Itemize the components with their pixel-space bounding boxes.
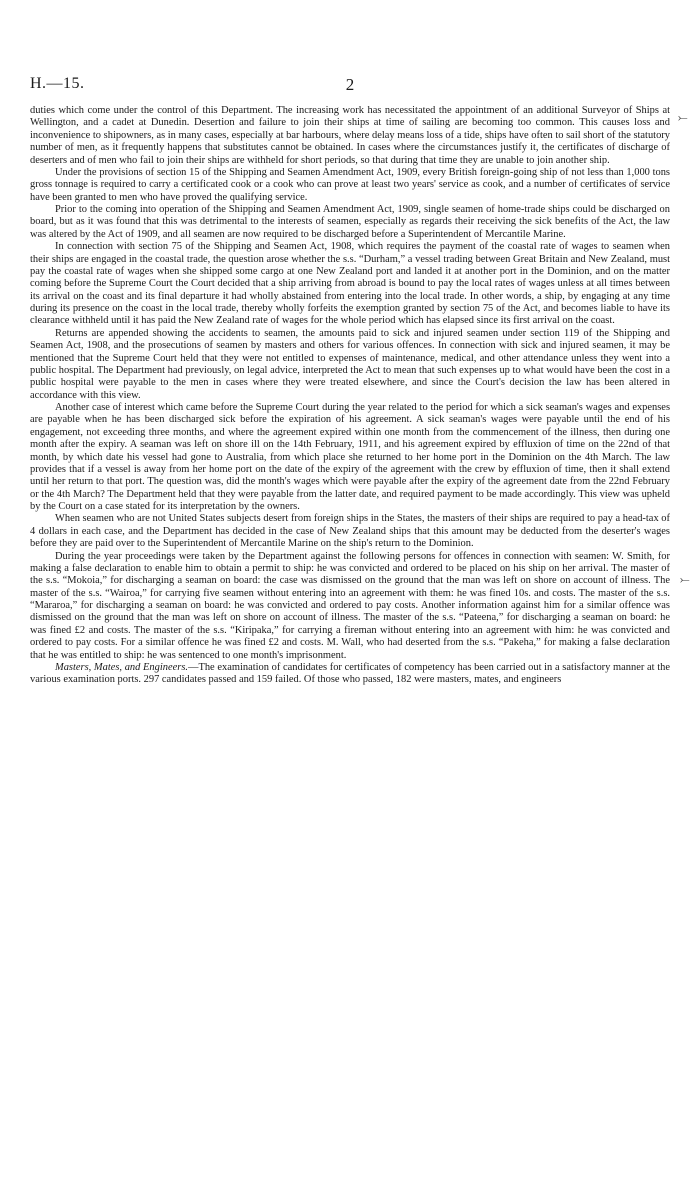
paragraph-sick-seaman-case: Another case of interest which came before the Supreme Court during the year related to the period for which a sick seaman's wages and expenses are payable when he has been discharged sick before the expiration of his agreement. A sick seaman's wages were payable until the end of his engagement, not exceeding three months, and where the agreement expired within one month from the commencement of the illness, then during one month after the expiry. A seaman was left on shore ill on the 14th February, 1911, and his agreement expired by effluxion of time on the 22nd of that month, by which date his vessel had gone to Australia, from which place she returned to her home port in the Dominion on the 4th March. The law provides that if a vessel is away from her home port on the date of the expiry of the agreement with the crew by effluxion of time, then it shall extend until her return to that port. The question was, did the month's wages which were payable after the expiry of the agreement date from the 22nd February or the 4th March? The Department held that they were payable from the latter date, and required payment to be made accordingly. This view was upheld by the Court on a case stated for its interpretation by the owners. [30,402,670,512]
paragraph-prosecutions: During the year proceedings were taken by the Department against the following persons for offences in connection with seamen: W. Smith, for making a false declaration to enable him to obtain a permit to ship: he was convicted and ordered to be placed on his ship on her arrival. The master of the s.s. “Mokoia,” for discharging a seaman on board: the case was dismissed on the ground that the man was left on shore on account of illness. The master of the s.s. “Wairoa,” for carrying five seamen without entering into an agreement with them: he was fined 10s. and costs. The master of the s.s. “Mararoa,” for discharging a seaman on board: he was convicted and ordered to pay costs. Another information against him for a similar offence was dismissed on the ground that the man was left on shore on account of illness. The master of the s.s. “Pateena,” for discharging a seaman on board: he was fined £2 and costs. The master of the s.s. “Kiripaka,” for carrying a fireman without entering into an agreement with him: he was convicted and ordered to pay costs. For a similar offence he was fined £2 and costs. M. Wall, who had deserted from the s.s. “Pakeha,” for making a false declaration that he was entitled to ship: he was sentenced to one month's imprisonment. [30,550,670,661]
section-text: —The examination of candidates for certificates of competency has been carried out in a satisfactory manner at the various examination ports. 297 candidates passed and 159 failed. Of those who passed, 182 were masters, mates, and engineers [30,661,670,686]
paragraph-masters-mates [30,662,670,687]
paragraph-returns: Returns are appended showing the accidents to seamen, the amounts paid to sick and injured seamen under section 119 of the Shipping and Seamen Act, 1908, and the prosecutions of seamen by masters and others for various offences. In connection with sick and injured seamen, it may be mentioned that the Supreme Court held that they were not entitled to expenses of maintenance, medical, and other attendance unless they went into a public hospital. The Department had previously, on legal advice, interpreted the Act to mean that such expenses up to what would have been the cost in a public hospital were payable to the men in cases where they were treated elsewhere, and since the Court's decision the law has been altered in accordance with this view. [30,327,670,401]
page-header [30,75,670,97]
margin-mark-icon: ⤚ [680,572,690,586]
paragraph-head-tax: When seamen who are not United States subjects desert from foreign ships in the States, the masters of their ships are required to pay a head-tax of 4 dollars in each case, and the Department has decided in the case of New Zealand ships that this amount may be deducted from the deserter's wages before they are paid over to the Superintendent of Mercantile Marine on the ship's return to the Dominion. [30,513,670,550]
paragraph-coastal-wages: In connection with section 75 of the Shipping and Seamen Act, 1908, which requires the payment of the coastal rate of wages to seamen when their ships are engaged in the coastal trade, the question arose whether the s.s. “Durham,” a vessel trading between Great Britain and New Zealand, must pay the coastal rate of wages when she shipped some cargo at one New Zealand port and landed it at another port in the Dominion, and on the matter coming before the Supreme Court the Court decided that a ship arriving from abroad is bound to pay the local rates of wages unless at all times between its arrival on the coast and its final departure it had wholly abstained from entering into the local trade. In other words, a ship, by engaging at any time during its presence on the coast in the local trade, thereby wholly forfeits the exemption granted by section 75 of the Act, and becomes liable to have its clearance withheld until it has paid the New Zealand rate of wages for the whole period which has elapsed since its first arrival on the coast. [30,241,670,327]
body-text [30,105,670,687]
paragraph-discharge-law: Prior to the coming into operation of the Shipping and Seamen Amendment Act, 1909, single seamen of home-trade ships could be discharged on board, but as it was found that this was detrimental to the interests of seamen, especially as regards their receiving the sick benefits of the Act, the law was altered by the Act of 1909, and all seamen are now required to be discharged before a Superintendent of Mercantile Marine. [30,204,670,240]
page-number: 2 [345,75,355,94]
document-reference: H.—15. [30,75,85,92]
margin-mark-icon: ⤚ [678,110,688,124]
section-heading: Masters, Mates, and Engineers. [55,661,188,673]
paragraph-continuation: duties which come under the control of this Department. The increasing work has necessitated the appointment of an additional Surveyor of Ships at Wellington, and a cadet at Dunedin. Desertion and failure to join their ships at time of sailing are becoming too common. This causes loss and inconvenience to shipowners, as in many cases, especially at bar harbours, where delay means loss of a tide, ships have often to sail short of the statutory number of men, as it frequently happens that substitutes cannot be obtained. In cases where the circumstances justify it, the certificates of discharge of deserters and of men who fail to join their ships are withheld for short periods, so that during that time they are unable to join another ship. [30,105,670,166]
paragraph-cook-certificates: Under the provisions of section 15 of the Shipping and Seamen Amendment Act, 1909, every British foreign-going ship of not less than 1,000 tons gross tonnage is required to carry a certificated cook or a cook who can prove at least two years' service as cook, and a number of certificates of service have been granted to men who have proved the qualifying service. [30,166,670,203]
